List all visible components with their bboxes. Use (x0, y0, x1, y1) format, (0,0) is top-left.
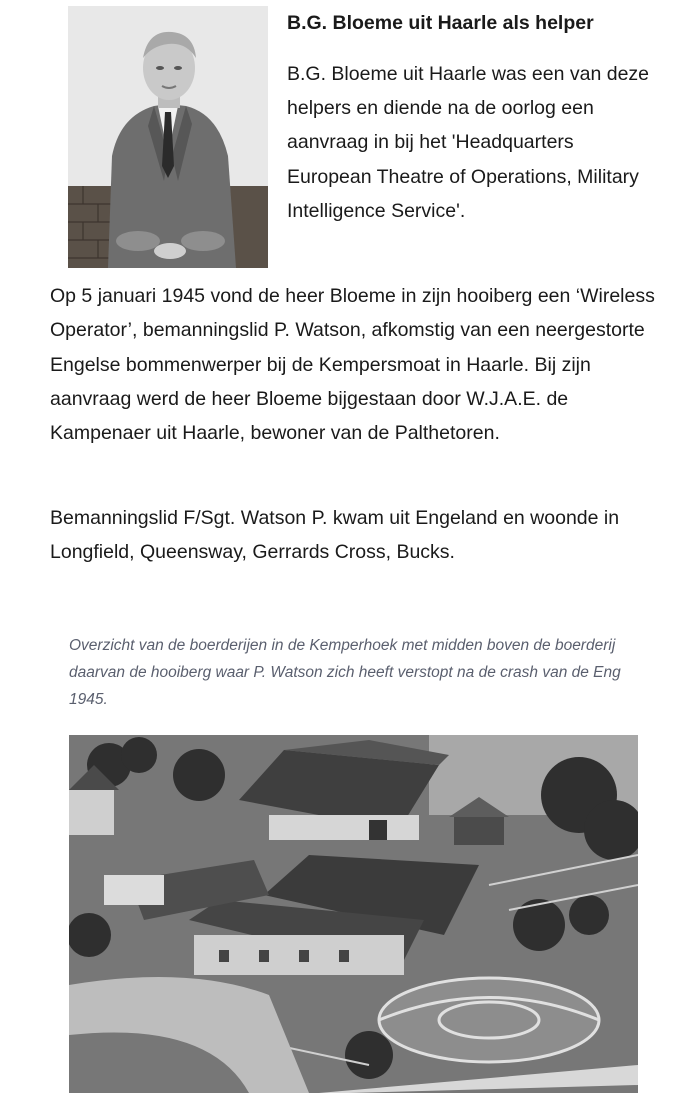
aerial-photo (69, 735, 638, 1093)
intro-paragraph: B.G. Bloeme uit Haarle was een van deze helpers en diende na de oorlog een aanvraag in bij het 'Headquarters European Theatre of Operations, Military Intelligence Service'. (287, 63, 650, 222)
article-heading: B.G. Bloeme uit Haarle als helper (287, 12, 594, 34)
photo-caption: Overzicht van de boerderijen in de Kemperhoek met midden boven de boerderij daarvan de hooiberg waar P. Watson zich heeft verstopt na de crash van de Eng 1945. (69, 637, 621, 708)
body-paragraph-1: Op 5 januari 1945 vond de heer Bloeme in zijn hooiberg een ‘Wireless Operator’, bemanningslid P. Watson, afkomstig van een neergestorte Engelse bommenwerper bij de Kempersmoat in Haarle. Bij zijn aanvraag werd de heer Bloeme bijgestaan door W.J.A.E. de Kampenaer uit Haarle, bewoner van de Palthetoren. (50, 285, 655, 445)
portrait-photo (68, 6, 268, 268)
aerial-photo-icon (69, 735, 638, 1093)
portrait-photo-icon (68, 6, 268, 268)
body-paragraph-2: Bemanningslid F/Sgt. Watson P. kwam uit Engeland en woonde in Longfield, Queensway, Gerrards Cross, Bucks. (50, 507, 620, 564)
